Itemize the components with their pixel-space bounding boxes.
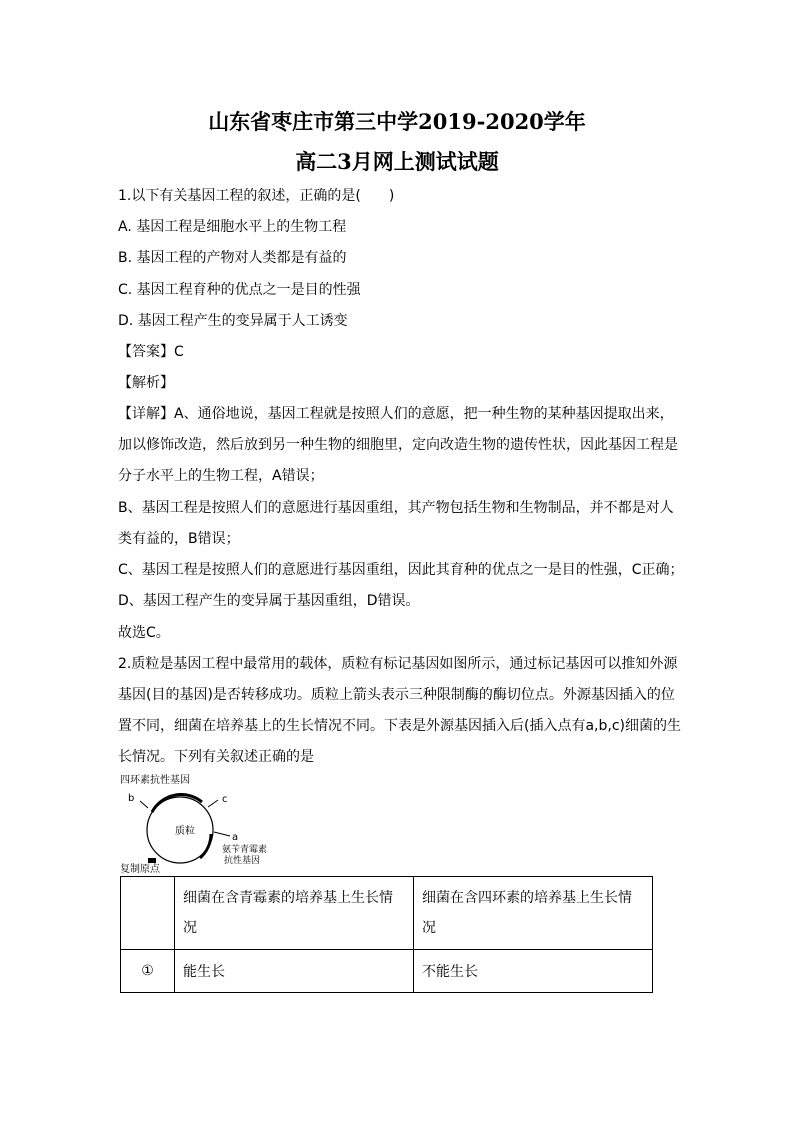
analysis-heading: 【解析】	[118, 375, 174, 391]
growth-table	[120, 876, 653, 993]
ori-marker	[148, 858, 156, 863]
explanation-line: C、基因工程是按照人们的意愿进行基因重组，因此其育种的优点之一是目的性强，C正确；	[118, 562, 684, 578]
explanation-line: D、基因工程产生的变异属于基因重组，D错误。	[118, 593, 420, 609]
document-title: 山东省枣庄市第三中学2019-2020学年	[208, 109, 586, 134]
site-b-arrow	[140, 801, 148, 808]
site-b-label: b	[128, 793, 135, 804]
document-subtitle: 高二3月网上测试试题	[295, 149, 499, 174]
explanation-line: 分子水平上的生物工程，A错误；	[118, 468, 324, 484]
question-1-stem: 1.以下有关基因工程的叙述，正确的是( )	[118, 188, 395, 204]
table-cell: 能生长	[175, 950, 414, 993]
explanation-line: 故选C。	[118, 625, 170, 641]
question-2-stem-line: 基因(目的基因)是否转移成功。质粒上箭头表示三种限制酶的酶切位点。外源基因插入的位	[118, 687, 675, 703]
option-c: C. 基因工程育种的优点之一是目的性强	[118, 282, 361, 298]
question-2-stem-line: 长情况。下列有关叙述正确的是	[118, 749, 314, 765]
table-header-cell	[121, 877, 175, 950]
answer-line: 【答案】C	[118, 344, 184, 360]
explanation-line: 类有益的，B错误；	[118, 531, 240, 547]
amp-gene-label-line1: 氨苄青霉素	[222, 845, 268, 855]
explanation-line: 加以修饰改造，然后放到另一种生物的细胞里，定向改造生物的遗传性状，因此基因工程是	[118, 437, 678, 453]
amp-gene-arc	[200, 834, 211, 858]
site-a-arrow	[214, 832, 230, 836]
option-a: A. 基因工程是细胞水平上的生物工程	[118, 219, 347, 235]
explanation-line: 【详解】A、通俗地说，基因工程就是按照人们的意愿，把一种生物的某种基因提取出来，	[118, 406, 674, 422]
table-row	[121, 950, 653, 993]
table-header-cell: 细菌在含四环素的培养基上生长情况	[414, 877, 653, 950]
plasmid-label: 质粒	[175, 826, 195, 837]
question-2-stem-line: 2.质粒是基因工程中最常用的载体，质粒有标记基因如图所示，通过标记基因可以推知外源	[118, 656, 678, 672]
plasmid-diagram	[118, 772, 278, 876]
table-header-cell: 细菌在含青霉素的培养基上生长情况	[175, 877, 414, 950]
table-cell: 不能生长	[414, 950, 653, 993]
table-header-row	[121, 877, 653, 950]
site-c-label: c	[222, 794, 228, 805]
table-cell: ①	[121, 950, 175, 993]
option-d: D. 基因工程产生的变异属于人工诱变	[118, 313, 348, 329]
tet-gene-label: 四环素抗性基因	[120, 775, 190, 786]
site-c-arrow	[208, 800, 218, 807]
explanation-line: B、基因工程是按照人们的意愿进行基因重组，其产物包括生物和生物制品，并不都是对人	[118, 500, 674, 516]
site-a-label: a	[232, 832, 239, 843]
amp-gene-label-line2: 抗性基因	[224, 856, 261, 866]
question-2-stem-line: 置不同，细菌在培养基上的生长情况不同。下表是外源基因插入后(插入点有a,b,c)细菌的生	[118, 718, 681, 734]
option-b: B. 基因工程的产物对人类都是有益的	[118, 250, 347, 266]
ori-label: 复制原点	[120, 864, 160, 875]
